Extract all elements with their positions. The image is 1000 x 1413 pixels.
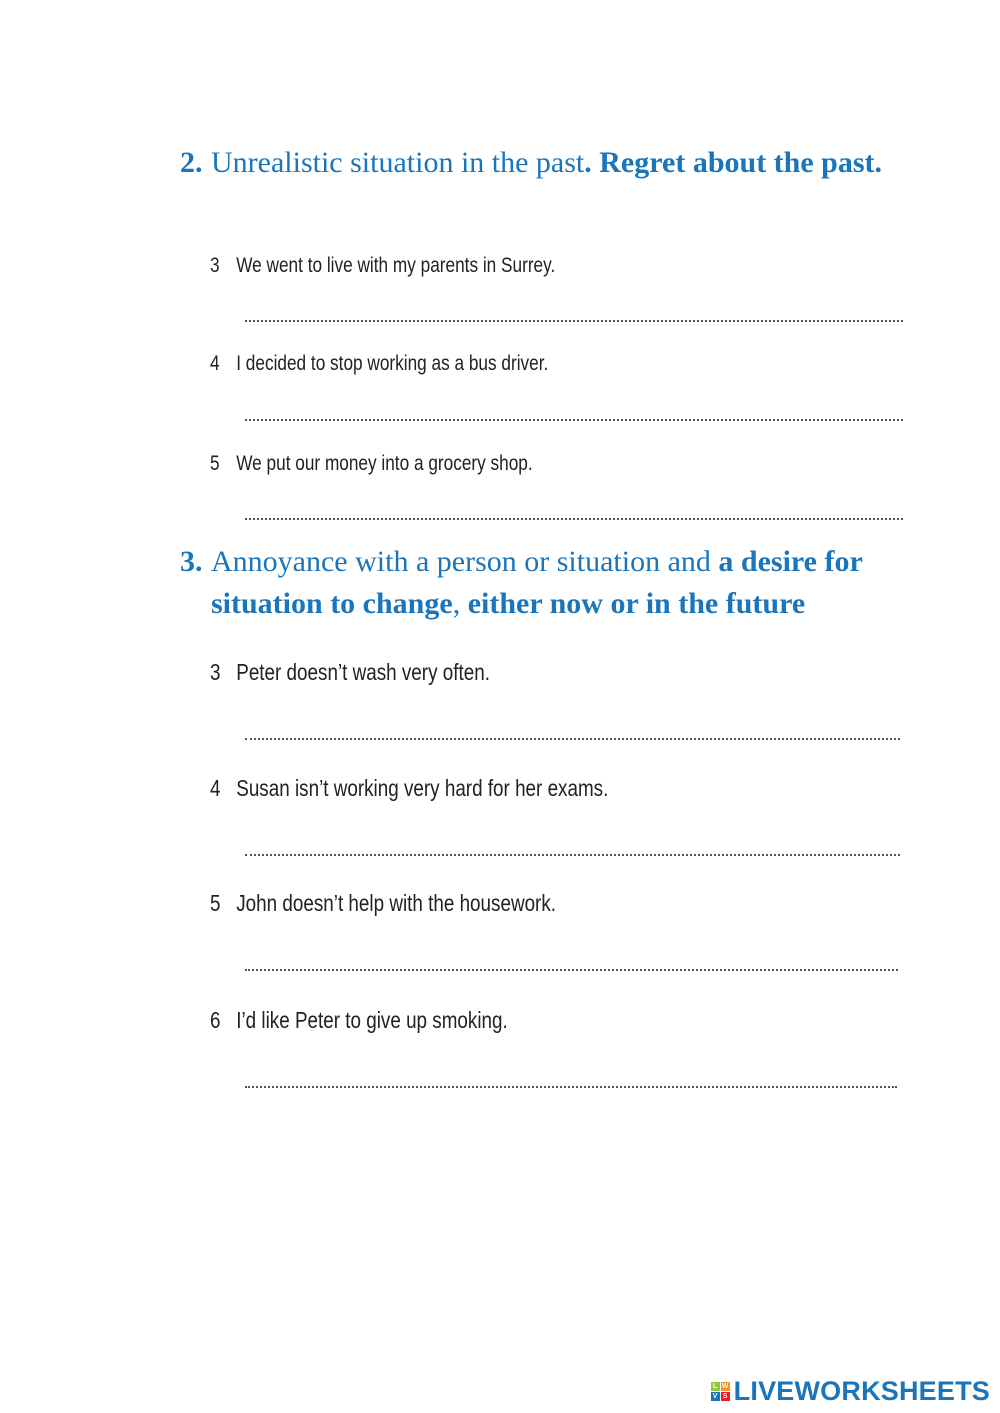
section-3-heading — [180, 541, 960, 625]
item-sentence: We put our money into a grocery shop. — [236, 452, 533, 475]
logo-tile: W — [721, 1383, 729, 1390]
logo-tile: S — [721, 1392, 730, 1401]
section-2-text: Unrealistic situation in the past — [211, 146, 585, 179]
answer-field[interactable] — [245, 705, 904, 737]
section-3-emphasis: either now or in the future — [467, 587, 806, 620]
section-3-separator: , — [452, 587, 468, 620]
answer-field[interactable] — [245, 935, 902, 967]
item-number: 5 — [210, 452, 220, 475]
exercise-item — [210, 659, 490, 686]
item-sentence: Susan isn’t working very hard for her exams. — [236, 775, 609, 801]
item-sentence: I’d like Peter to give up smoking. — [236, 1007, 508, 1033]
item-number: 6 — [210, 1007, 221, 1033]
item-number: 3 — [210, 254, 220, 277]
item-sentence: We went to live with my parents in Surrey. — [236, 254, 556, 277]
item-sentence: John doesn’t help with the housework. — [236, 890, 557, 916]
exercise-item — [210, 775, 608, 802]
item-number: 5 — [210, 890, 221, 916]
item-sentence: Peter doesn’t wash very often. — [236, 659, 490, 685]
answer-field[interactable] — [245, 1052, 901, 1084]
exercise-item — [210, 254, 555, 278]
liveworksheets-logo-icon — [711, 1382, 730, 1401]
exercise-item — [210, 1007, 508, 1034]
exercise-item — [210, 452, 533, 476]
exercise-item — [210, 352, 548, 376]
section-number: 2. — [180, 146, 203, 179]
answer-field[interactable] — [245, 388, 907, 420]
brand-name: LIVEWORKSHEETS — [733, 1376, 990, 1406]
answer-line — [245, 1086, 897, 1088]
logo-tile: L — [711, 1382, 720, 1391]
section-3-emphasis: a desire for situation to change — [211, 545, 863, 620]
section-2-emphasis: . Regret about the past. — [584, 146, 883, 179]
section-3-text: Annoyance with a person or situation and — [211, 545, 719, 578]
section-number: 3. — [180, 545, 203, 578]
answer-line — [245, 419, 903, 421]
answer-field[interactable] — [245, 820, 904, 852]
item-number: 4 — [210, 352, 220, 375]
item-number: 4 — [210, 775, 221, 801]
answer-line — [245, 854, 900, 856]
answer-line — [245, 320, 903, 322]
answer-line — [245, 738, 900, 740]
section-2-heading — [180, 142, 960, 184]
exercise-item — [210, 890, 556, 917]
item-number: 3 — [210, 659, 221, 685]
answer-line — [245, 518, 903, 520]
answer-line — [245, 969, 898, 971]
answer-field[interactable] — [245, 290, 907, 322]
item-sentence: I decided to stop working as a bus driver. — [236, 352, 549, 375]
liveworksheets-brand — [711, 1376, 990, 1407]
logo-tile: V — [711, 1392, 720, 1401]
answer-field[interactable] — [245, 487, 907, 519]
